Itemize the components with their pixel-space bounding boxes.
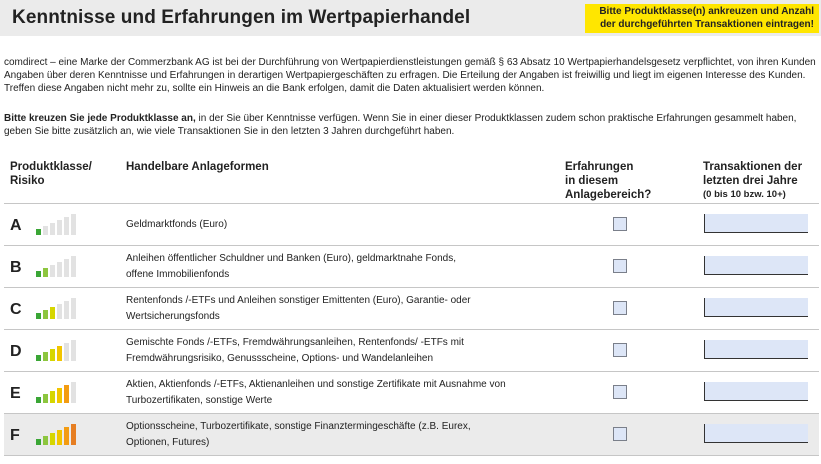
product-class-letter: A: [10, 217, 22, 234]
transactions-input[interactable]: [704, 340, 808, 359]
instructions-paragraph: [4, 112, 819, 138]
form-header: [0, 0, 821, 36]
risk-bar-3: [50, 391, 55, 403]
product-class-letter: F: [10, 427, 20, 444]
risk-bar-4: [57, 262, 62, 277]
risk-level-icon: [36, 381, 80, 403]
investment-forms-line-1: Optionsscheine, Turbozertifikate, sonstige Finanztermingeschäfte (z.B. Eurex,: [126, 421, 471, 432]
header-investment-forms: Handelbare Anlageformen: [126, 161, 269, 173]
risk-bar-2: [43, 226, 48, 235]
investment-forms-line-1: Rentenfonds /-ETFs und Anleihen sonstiger Emittenten (Euro), Garantie- oder: [126, 295, 471, 306]
risk-bar-3: [50, 307, 55, 319]
header-product-class-line2: Risiko: [10, 175, 45, 187]
investment-forms-line-1: Anleihen öffentlicher Schuldner und Banken (Euro), geldmarktnahe Fonds,: [126, 253, 457, 264]
risk-bar-3: [50, 349, 55, 361]
risk-bar-5: [64, 217, 69, 235]
risk-bar-3: [50, 433, 55, 445]
investment-forms-text: [126, 419, 546, 450]
product-class-letter: E: [10, 385, 21, 402]
investment-forms-line-2: Wertsicherungsfonds: [126, 310, 220, 322]
risk-bar-1: [36, 229, 41, 235]
risk-bar-2: [43, 310, 48, 319]
experience-checkbox[interactable]: [613, 385, 627, 399]
experience-checkbox[interactable]: [613, 259, 627, 273]
risk-bar-1: [36, 397, 41, 403]
header-experience-line1: Erfahrungen: [565, 161, 634, 173]
risk-bar-1: [36, 439, 41, 445]
investment-forms-line-2: Turbozertifikaten, sonstige Werte: [126, 394, 273, 406]
investment-forms-line-2: Optionen, Futures): [126, 436, 210, 448]
table-bottom-divider: [4, 455, 819, 456]
investment-forms-text: [126, 217, 546, 233]
risk-bar-6: [71, 340, 76, 361]
risk-bar-5: [64, 259, 69, 277]
risk-bar-3: [50, 265, 55, 277]
table-row-f: [4, 413, 819, 455]
risk-bar-4: [57, 346, 62, 361]
header-experience: [565, 160, 651, 202]
risk-bar-2: [43, 436, 48, 445]
risk-level-icon: [36, 297, 80, 319]
risk-level-icon: [36, 339, 80, 361]
investment-forms-line-2: offene Immobilienfonds: [126, 268, 230, 280]
investment-forms-line-1: Gemischte Fonds /-ETFs, Fremdwährungsanleihen, Rentenfonds/ -ETFs mit: [126, 337, 464, 348]
investment-forms-text: [126, 335, 546, 366]
risk-bar-1: [36, 313, 41, 319]
risk-bar-5: [64, 427, 69, 445]
transactions-input[interactable]: [704, 214, 808, 233]
risk-bar-6: [71, 256, 76, 277]
header-transactions-line2: letzten drei Jahre: [703, 175, 798, 187]
header-transactions: [703, 160, 802, 202]
risk-bar-5: [64, 385, 69, 403]
notice-line-2: der durchgeführten Transaktionen eintragen!: [600, 18, 814, 30]
header-experience-line2: in diesem: [565, 175, 619, 187]
intro-paragraph: comdirect – eine Marke der Commerzbank AG ist bei der Durchführung von Wertpapierdienstleistungen gemäß § 63 Absatz 10 Wertpapierhandelsgesetz verpflichtet, von ihren Kunden Angaben über deren Kenntnisse und Erfahrungen in derartigen Wertpapiergeschäften zu erfragen. Die Erteilung der Angaben ist freiwillig und liegt im eigenen Interesse des Kunden. Treffen diese Angaben nicht mehr zu, sollte ein Hinweis an die Bank erfolgen, damit die Daten aktualisiert werden können.: [4, 57, 816, 94]
risk-bar-2: [43, 352, 48, 361]
investment-forms-line-1: Geldmarktfonds (Euro): [126, 219, 228, 230]
risk-bar-1: [36, 271, 41, 277]
investment-forms-text: [126, 293, 546, 324]
risk-bar-4: [57, 304, 62, 319]
risk-level-icon: [36, 213, 80, 235]
risk-bar-4: [57, 220, 62, 235]
product-class-letter: B: [10, 259, 22, 276]
investment-forms-text: [126, 251, 546, 282]
experience-checkbox[interactable]: [613, 217, 627, 231]
risk-bar-6: [71, 298, 76, 319]
transactions-input[interactable]: [704, 382, 808, 401]
risk-bar-5: [64, 301, 69, 319]
table-row-b: [4, 245, 819, 287]
transactions-input[interactable]: [704, 424, 808, 443]
table-row-c: [4, 287, 819, 329]
risk-bar-6: [71, 424, 76, 445]
product-class-letter: C: [10, 301, 22, 318]
experience-checkbox[interactable]: [613, 343, 627, 357]
instructions-text: in der Sie über Kenntnisse verfügen. Wenn Sie in einer dieser Produktklassen zudem schon praktische Erfahrungen gesammelt haben, geben Sie bitte zusätzlich an, wie viele Transaktionen Sie in den letzten 3 Jahren durchgeführt haben.: [4, 113, 797, 137]
header-product-class: [10, 160, 92, 188]
risk-bar-3: [50, 223, 55, 235]
risk-bar-2: [43, 394, 48, 403]
risk-bar-2: [43, 268, 48, 277]
transactions-input[interactable]: [704, 256, 808, 275]
header-experience-line3: Anlagebereich?: [565, 189, 652, 201]
risk-level-icon: [36, 255, 80, 277]
notice-line-1: Bitte Produktklasse(n) ankreuzen und Anzahl: [599, 6, 814, 17]
table-row-e: [4, 371, 819, 413]
risk-bar-6: [71, 214, 76, 235]
experience-checkbox[interactable]: [613, 427, 627, 441]
header-transactions-line3: (0 bis 10 bzw. 10+): [703, 189, 786, 200]
risk-bar-6: [71, 382, 76, 403]
transactions-input[interactable]: [704, 298, 808, 317]
risk-bar-1: [36, 355, 41, 361]
experience-checkbox[interactable]: [613, 301, 627, 315]
risk-bar-4: [57, 388, 62, 403]
risk-bar-5: [64, 343, 69, 361]
table-row-d: [4, 329, 819, 371]
investment-forms-line-1: Aktien, Aktienfonds /-ETFs, Aktienanleihen und sonstige Zertifikate mit Ausnahme von: [126, 379, 506, 390]
header-product-class-line1: Produktklasse/: [10, 161, 92, 173]
table-row-a: [4, 203, 819, 245]
header-transactions-line1: Transaktionen der: [703, 161, 803, 173]
risk-bar-4: [57, 430, 62, 445]
product-class-letter: D: [10, 343, 22, 360]
instruction-notice: [585, 4, 819, 33]
page-title: Kenntnisse und Erfahrungen im Wertpapierhandel: [12, 7, 471, 28]
risk-level-icon: [36, 423, 80, 445]
instructions-bold: Bitte kreuzen Sie jede Produktklasse an,: [4, 113, 196, 124]
investment-forms-line-2: Fremdwährungsrisiko, Genussscheine, Options- und Wandelanleihen: [126, 352, 434, 364]
investment-forms-text: [126, 377, 546, 408]
